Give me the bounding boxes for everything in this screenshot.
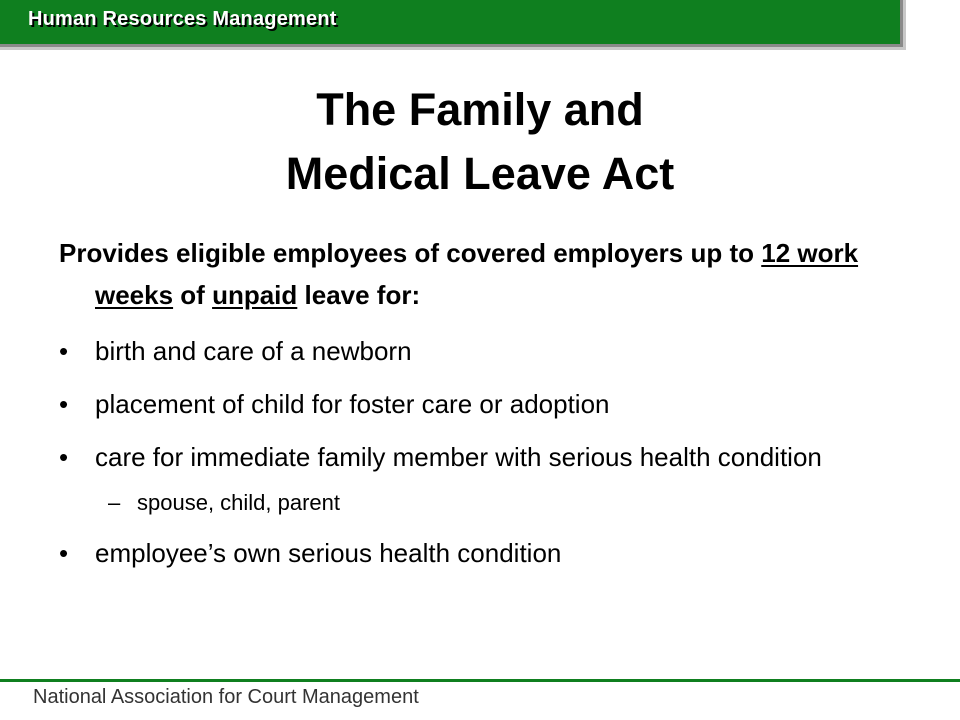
slide-title-line-2: Medical Leave Act	[285, 148, 675, 199]
sub-bullet-text: spouse, child, parent	[137, 490, 341, 515]
footer-divider	[0, 679, 960, 682]
bullet-icon: •	[59, 336, 69, 366]
intro-underline-unpaid: unpaid	[212, 280, 298, 310]
bullet-icon: •	[59, 538, 69, 568]
dash-icon: –	[108, 490, 121, 515]
list-item	[59, 386, 919, 422]
bullet-icon: •	[59, 389, 69, 419]
bullet-list	[59, 333, 919, 571]
footer-text: National Association for Court Management	[33, 686, 419, 708]
list-item	[59, 535, 919, 571]
bullet-icon: •	[59, 442, 69, 472]
intro-text-part-3: leave for:	[297, 280, 421, 310]
header-title: Human Resources Management	[28, 8, 337, 30]
intro-underline-work-weeks: 12 work weeks	[95, 238, 859, 310]
list-item	[59, 439, 919, 475]
header-banner	[0, 0, 903, 47]
bullet-text: employee’s own serious health condition	[95, 538, 562, 568]
intro-paragraph	[59, 232, 919, 316]
slide-title	[0, 78, 960, 206]
bullet-text: placement of child for foster care or adoption	[95, 389, 610, 419]
bullet-text: birth and care of a newborn	[95, 336, 412, 366]
intro-text-part-1: Provides eligible employees of covered employers up to	[59, 238, 762, 268]
sub-list-item	[59, 488, 919, 518]
slide-title-line-1: The Family and	[316, 84, 644, 135]
slide-content	[59, 232, 919, 571]
intro-text-part-2: of	[173, 280, 213, 310]
list-item	[59, 333, 919, 369]
bullet-text: care for immediate family member with serious health condition	[95, 442, 822, 472]
